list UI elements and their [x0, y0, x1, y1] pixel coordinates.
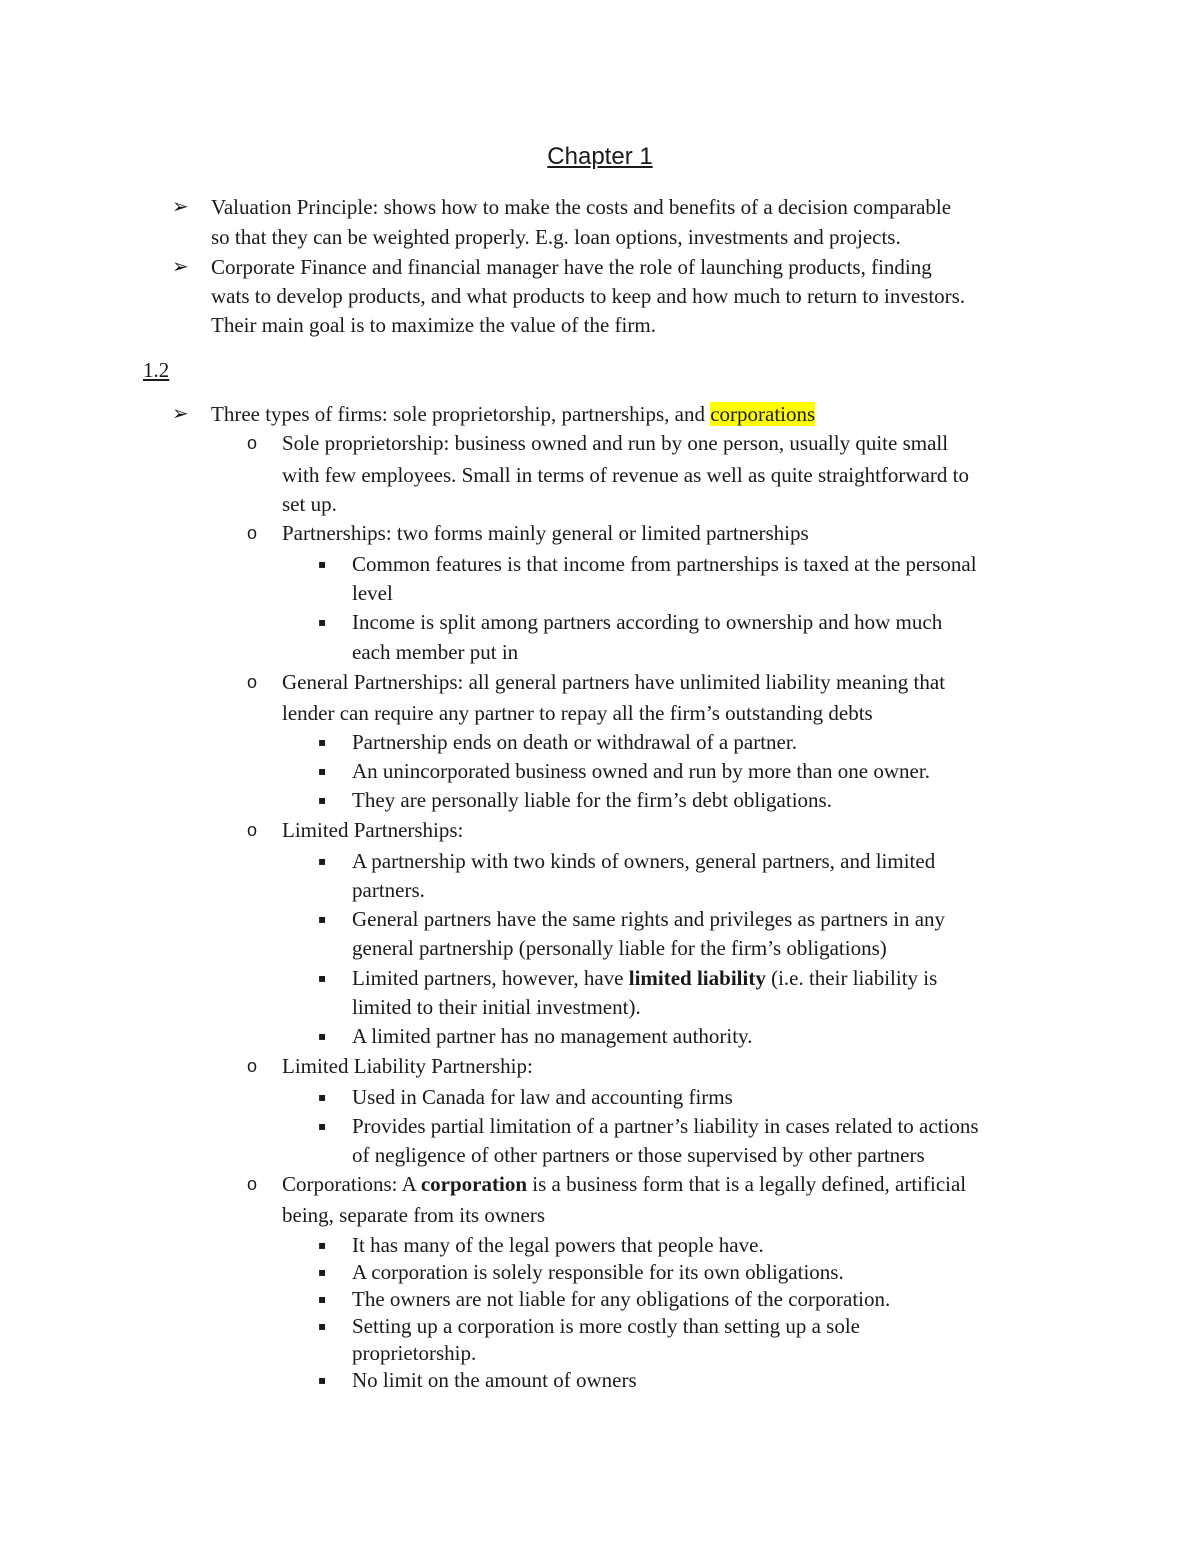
sub-bullet-text: with few employees. Small in terms of revenue as well as quite straightforward to [282, 463, 969, 487]
square-bullet-icon: ▪ [318, 1029, 327, 1043]
detail-bullet-text: It has many of the legal powers that people have. [352, 1233, 764, 1257]
square-bullet-icon: ▪ [318, 1292, 327, 1306]
square-bullet-icon: ▪ [318, 971, 327, 985]
square-bullet-icon: ▪ [318, 1238, 327, 1252]
detail-bullet-text: of negligence of other partners or those supervised by other partners [352, 1143, 925, 1167]
square-bullet-icon: ▪ [318, 1119, 327, 1133]
arrow-bullet-icon: ➢ [172, 256, 189, 278]
sub-bullet-text: Sole proprietorship: business owned and run by one person, usually quite small [282, 431, 949, 455]
detail-bullet-text: proprietorship. [352, 1341, 477, 1365]
circle-bullet-icon: o [247, 1174, 258, 1194]
detail-bullet-text: No limit on the amount of owners [352, 1368, 637, 1392]
detail-bullet-text: each member put in [352, 640, 519, 664]
detail-bullet-text: An unincorporated business owned and run by more than one owner. [352, 759, 930, 783]
detail-bullet-text: They are personally liable for the firm’s debt obligations. [352, 788, 832, 812]
detail-bullet-text: A limited partner has no management authority. [352, 1024, 753, 1048]
bullet-text: Valuation Principle: shows how to make the costs and benefits of a decision comparable [211, 195, 952, 219]
detail-bullet-text: Partnership ends on death or withdrawal of a partner. [352, 730, 797, 754]
bullet-text: Three types of firms: sole proprietorship, partnerships, and corporations [211, 402, 816, 426]
sub-bullet-text: General Partnerships: all general partners have unlimited liability meaning that [282, 670, 946, 694]
section-heading: 1.2 [143, 358, 170, 382]
sub-bullet-text: Corporations: A corporation is a business form that is a legally defined, artificial [282, 1172, 967, 1196]
detail-bullet-text: limited to their initial investment). [352, 995, 641, 1019]
detail-bullet-text: Provides partial limitation of a partner’s liability in cases related to actions [352, 1114, 979, 1138]
square-bullet-icon: ▪ [318, 1373, 327, 1387]
bullet-text: wats to develop products, and what products to keep and how much to return to investors. [211, 284, 966, 308]
bold-term: limited liability [628, 966, 766, 990]
square-bullet-icon: ▪ [318, 615, 327, 629]
detail-bullet-text: general partnership (personally liable for the firm’s obligations) [352, 936, 887, 960]
detail-bullet-text: level [352, 581, 393, 605]
detail-bullet-text: Limited partners, however, have limited liability (i.e. their liability is [352, 966, 938, 990]
bullet-text: Corporate Finance and financial manager have the role of launching products, finding [211, 255, 932, 279]
sub-bullet-text: Limited Liability Partnership: [282, 1054, 533, 1078]
detail-bullet-text: The owners are not liable for any obligations of the corporation. [352, 1287, 891, 1311]
bullet-text: so that they can be weighted properly. E.g. loan options, investments and projects. [211, 225, 901, 249]
circle-bullet-icon: o [247, 523, 258, 543]
detail-bullet-text: Common features is that income from partnerships is taxed at the personal [352, 552, 977, 576]
square-bullet-icon: ▪ [318, 764, 327, 778]
detail-bullet-text: Income is split among partners according to ownership and how much [352, 610, 943, 634]
detail-bullet-text: A partnership with two kinds of owners, general partners, and limited [352, 849, 936, 873]
detail-bullet-text: Setting up a corporation is more costly than setting up a sole [352, 1314, 860, 1338]
detail-bullet-text: A corporation is solely responsible for its own obligations. [352, 1260, 844, 1284]
sub-bullet-text: set up. [282, 492, 337, 516]
bold-term: corporation [420, 1172, 527, 1196]
detail-bullet-text: partners. [352, 878, 425, 902]
arrow-bullet-icon: ➢ [172, 196, 189, 218]
page-title: Chapter 1 [547, 143, 653, 170]
sub-bullet-text: lender can require any partner to repay all the firm’s outstanding debts [282, 701, 873, 725]
sub-bullet-text: Limited Partnerships: [282, 818, 464, 842]
arrow-bullet-icon: ➢ [172, 403, 189, 425]
square-bullet-icon: ▪ [318, 735, 327, 749]
circle-bullet-icon: o [247, 820, 258, 840]
circle-bullet-icon: o [247, 1056, 258, 1076]
square-bullet-icon: ▪ [318, 1319, 327, 1333]
square-bullet-icon: ▪ [318, 854, 327, 868]
square-bullet-icon: ▪ [318, 557, 327, 571]
detail-bullet-text: Used in Canada for law and accounting firms [352, 1085, 733, 1109]
square-bullet-icon: ▪ [318, 912, 327, 926]
highlighted-text: corporations [710, 402, 816, 426]
circle-bullet-icon: o [247, 672, 258, 692]
sub-bullet-text: being, separate from its owners [282, 1203, 546, 1227]
square-bullet-icon: ▪ [318, 1090, 327, 1104]
circle-bullet-icon: o [247, 433, 258, 453]
bullet-text: Their main goal is to maximize the value of the firm. [211, 313, 656, 337]
detail-bullet-text: General partners have the same rights and privileges as partners in any [352, 907, 946, 931]
square-bullet-icon: ▪ [318, 793, 327, 807]
sub-bullet-text: Partnerships: two forms mainly general or limited partnerships [282, 521, 809, 545]
square-bullet-icon: ▪ [318, 1265, 327, 1279]
